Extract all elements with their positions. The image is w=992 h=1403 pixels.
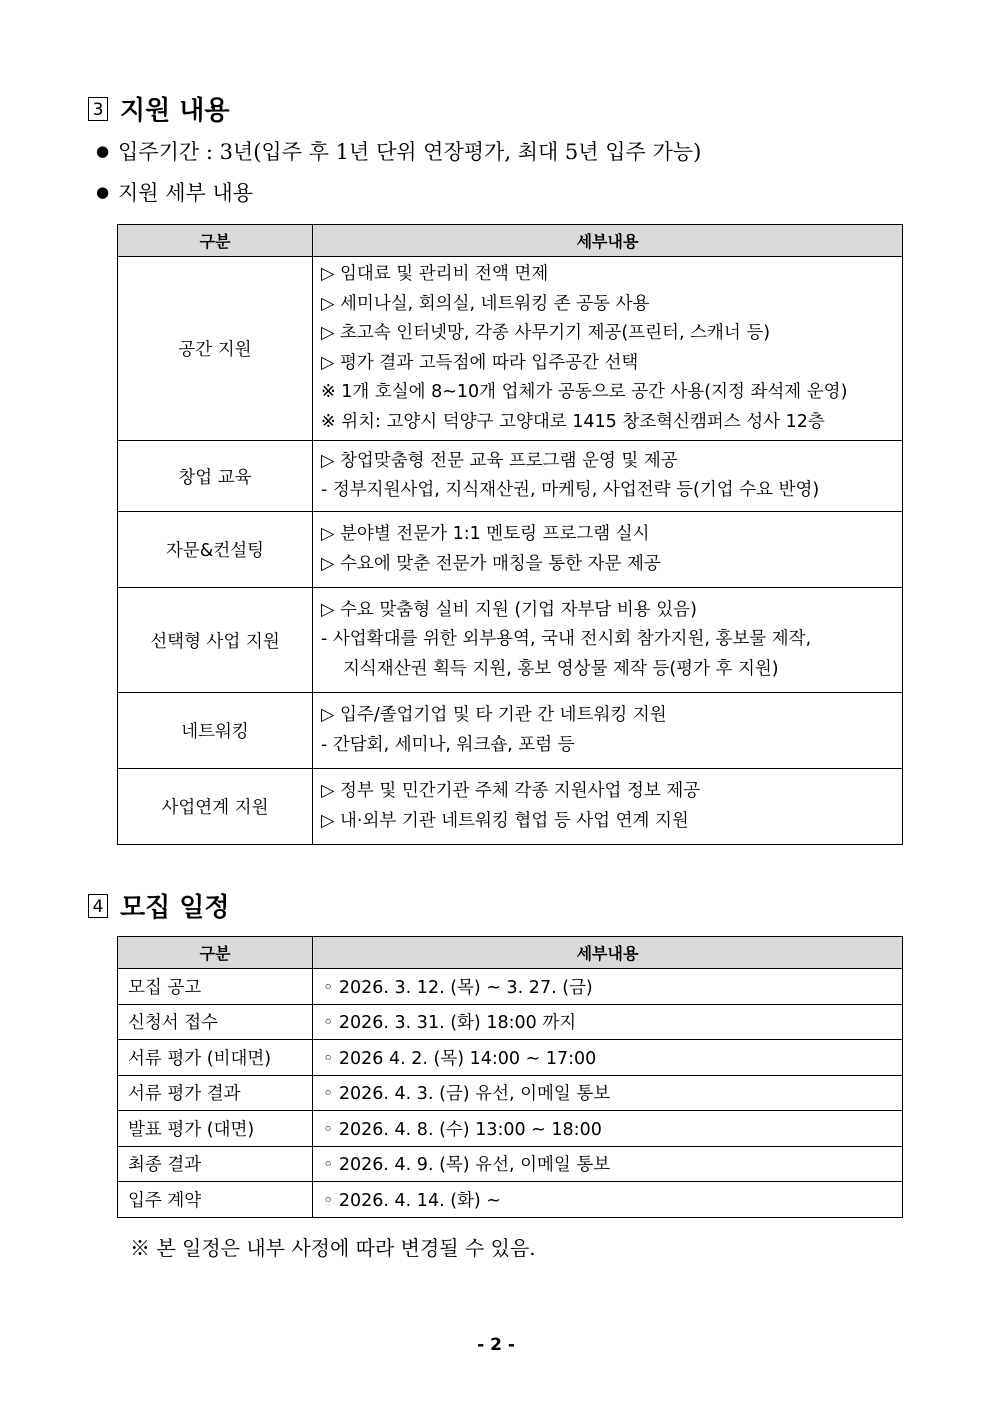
header-details: 세부내용 bbox=[313, 225, 903, 257]
row-category: 서류 평가 (비대면) bbox=[118, 1040, 313, 1076]
header-category: 구분 bbox=[118, 937, 313, 969]
detail-line: ▷ 세미나실, 회의실, 네트워킹 존 공동 사용 bbox=[321, 293, 650, 314]
row-value: ◦ 2026 4. 2. (목) 14:00 ~ 17:00 bbox=[313, 1040, 903, 1076]
table-row bbox=[118, 441, 903, 512]
detail-line: - 사업확대를 위한 외부용역, 국내 전시회 참가지원, 홍보물 제작, bbox=[321, 629, 812, 650]
detail-line: 지식재산권 획득 지원, 홍보 영상물 제작 등(평가 후 지원) bbox=[343, 658, 779, 679]
row-category: 입주 계약 bbox=[118, 1182, 313, 1218]
detail-line: ▷ 수요 맞춤형 실비 지원 (기업 자부담 비용 있음) bbox=[321, 599, 697, 620]
detail-line: ▷ 임대료 및 관리비 전액 면제 bbox=[321, 264, 549, 284]
row-category: 공간 지원 bbox=[118, 257, 313, 441]
page-number: - 2 - bbox=[477, 1335, 515, 1355]
row-details bbox=[313, 588, 903, 693]
detail-line: ▷ 내·외부 기관 네트워킹 협업 등 사업 연계 지원 bbox=[321, 810, 689, 831]
detail-line: ▷ 초고속 인터넷망, 각종 사무기기 제공(프린터, 스캐너 등) bbox=[321, 323, 771, 343]
detail-line: ▷ 입주/졸업기업 및 타 기관 간 네트워킹 지원 bbox=[321, 705, 667, 725]
table-row bbox=[118, 257, 903, 441]
row-category: 선택형 사업 지원 bbox=[118, 588, 313, 693]
table-row bbox=[118, 1075, 903, 1111]
schedule-note: ※ 본 일정은 내부 사정에 따라 변경될 수 있음. bbox=[130, 1236, 536, 1260]
table-row bbox=[118, 1040, 903, 1076]
row-category: 모집 공고 bbox=[118, 969, 313, 1005]
table-row bbox=[118, 588, 903, 693]
bullet-dot-icon: ● bbox=[96, 142, 110, 160]
row-details bbox=[313, 512, 903, 588]
row-details bbox=[313, 769, 903, 845]
row-category: 자문&컨설팅 bbox=[118, 512, 313, 588]
row-category: 네트워킹 bbox=[118, 693, 313, 769]
bullet-dot-icon: ● bbox=[96, 183, 110, 201]
row-value: ◦ 2026. 4. 3. (금) 유선, 이메일 통보 bbox=[313, 1075, 903, 1111]
row-details bbox=[313, 441, 903, 512]
table-row bbox=[118, 1004, 903, 1040]
row-category: 서류 평가 결과 bbox=[118, 1075, 313, 1111]
detail-line: ▷ 분야별 전문가 1:1 멘토링 프로그램 실시 bbox=[321, 524, 650, 544]
table-row bbox=[118, 1111, 903, 1147]
section4-number: 4 bbox=[88, 894, 108, 918]
table-row bbox=[118, 512, 903, 588]
schedule-table bbox=[117, 936, 903, 1218]
table-row bbox=[118, 769, 903, 845]
section4-title bbox=[88, 887, 230, 924]
detail-line: ※ 위치: 고양시 덕양구 고양대로 1415 창조혁신캠퍼스 성사 12층 bbox=[321, 411, 825, 432]
section3-title bbox=[88, 90, 230, 127]
detail-line: ▷ 수요에 맞춘 전문가 매칭을 통한 자문 제공 bbox=[321, 553, 661, 574]
table-row bbox=[118, 1182, 903, 1218]
row-value: ◦ 2026. 4. 14. (화) ~ bbox=[313, 1182, 903, 1218]
row-category: 사업연계 지원 bbox=[118, 769, 313, 845]
support-table bbox=[117, 224, 903, 845]
row-value: ◦ 2026. 4. 9. (목) 유선, 이메일 통보 bbox=[313, 1146, 903, 1182]
table-row bbox=[118, 693, 903, 769]
header-category: 구분 bbox=[118, 225, 313, 257]
bullet-details bbox=[96, 177, 253, 207]
detail-line: - 정부지원사업, 지식재산권, 마케팅, 사업전략 등(기업 수요 반영) bbox=[321, 480, 820, 500]
section3-number: 3 bbox=[88, 97, 108, 121]
support-table-header bbox=[118, 225, 903, 257]
row-details bbox=[313, 693, 903, 769]
detail-line: ▷ 창업맞춤형 전문 교육 프로그램 운영 및 제공 bbox=[321, 450, 678, 471]
detail-line: - 간담회, 세미나, 워크숍, 포럼 등 bbox=[321, 734, 575, 755]
row-details bbox=[313, 257, 903, 441]
detail-line: ※ 1개 호실에 8~10개 업체가 공동으로 공간 사용(지정 좌석제 운영) bbox=[321, 382, 848, 402]
bullet-period-text: 입주기간 : 3년(입주 후 1년 단위 연장평가, 최대 5년 입주 가능) bbox=[118, 140, 702, 164]
header-details: 세부내용 bbox=[313, 937, 903, 969]
bullet-period bbox=[96, 136, 701, 166]
row-category: 신청서 접수 bbox=[118, 1004, 313, 1040]
section3-title-text: 지원 내용 bbox=[120, 96, 230, 126]
row-value: ◦ 2026. 3. 12. (목) ~ 3. 27. (금) bbox=[313, 969, 903, 1005]
detail-line: ▷ 정부 및 민간기관 주체 각종 지원사업 정보 제공 bbox=[321, 781, 701, 801]
row-value: ◦ 2026. 3. 31. (화) 18:00 까지 bbox=[313, 1004, 903, 1040]
row-value: ◦ 2026. 4. 8. (수) 13:00 ~ 18:00 bbox=[313, 1111, 903, 1147]
table-row bbox=[118, 1146, 903, 1182]
table-row bbox=[118, 969, 903, 1005]
schedule-table-header bbox=[118, 937, 903, 969]
row-category: 발표 평가 (대면) bbox=[118, 1111, 313, 1147]
row-category: 최종 결과 bbox=[118, 1146, 313, 1182]
row-category: 창업 교육 bbox=[118, 441, 313, 512]
detail-line: ▷ 평가 결과 고득점에 따라 입주공간 선택 bbox=[321, 352, 639, 373]
bullet-details-text: 지원 세부 내용 bbox=[118, 181, 254, 205]
section4-title-text: 모집 일정 bbox=[120, 893, 230, 923]
